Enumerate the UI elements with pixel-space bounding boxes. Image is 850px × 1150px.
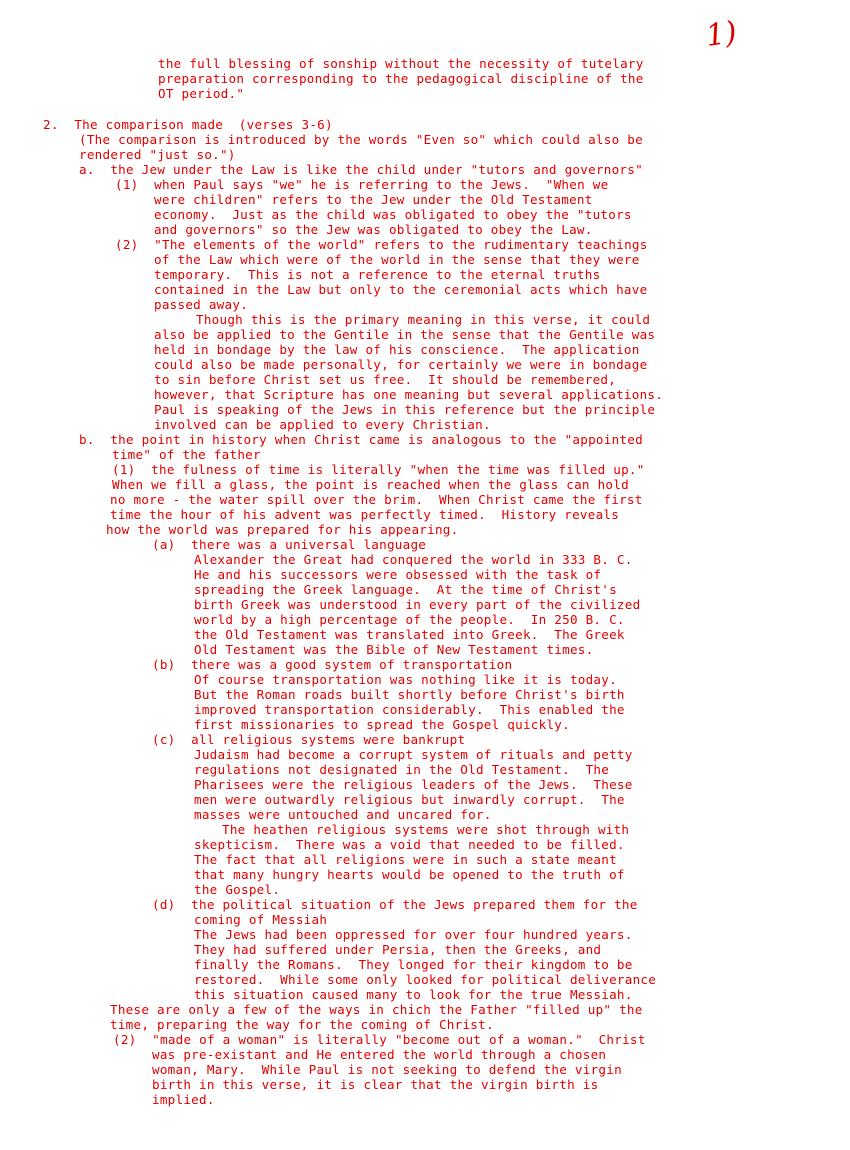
text-line: 2. The comparison made (verses 3-6) — [43, 117, 333, 132]
text-line: (a) there was a universal language — [152, 537, 427, 552]
text-line: Old Testament was the Bible of New Testament times. — [194, 642, 594, 657]
text-line: of the Law which were of the world in the sense that they were — [154, 252, 640, 267]
text-line: time, preparing the way for the coming of Christ. — [110, 1017, 494, 1032]
text-line: skepticism. There was a void that needed to be filled. — [194, 837, 625, 852]
text-line: (1) the fulness of time is literally "when the time was filled up." — [112, 462, 645, 477]
text-line: These are only a few of the ways in chich the Father "filled up" the — [110, 1002, 643, 1017]
text-line: finally the Romans. They longed for their kingdom to be — [194, 957, 633, 972]
text-line: a. the Jew under the Law is like the child under "tutors and governors" — [79, 162, 643, 177]
text-line: improved transportation considerably. This enabled the — [194, 702, 625, 717]
text-line: this situation caused many to look for the true Messiah. — [194, 987, 633, 1002]
text-line: b. the point in history when Christ came is analogous to the "appointed — [79, 432, 643, 447]
text-line: preparation corresponding to the pedagogical discipline of the — [158, 71, 644, 86]
text-line: that many hungry hearts would be opened to the truth of — [194, 867, 625, 882]
text-line: the full blessing of sonship without the necessity of tutelary — [158, 56, 644, 71]
text-line: woman, Mary. While Paul is not seeking to defend the virgin — [152, 1062, 622, 1077]
text-line: regulations not designated in the Old Testament. The — [194, 762, 610, 777]
text-line: passed away. — [154, 297, 248, 312]
text-line: the Old Testament was translated into Greek. The Greek — [194, 627, 625, 642]
text-line: the Gospel. — [194, 882, 281, 897]
text-line: They had suffered under Persia, then the Greeks, and — [194, 942, 602, 957]
text-line: But the Roman roads built shortly before Christ's birth — [194, 687, 625, 702]
text-line: to sin before Christ set us free. It should be remembered, — [154, 372, 617, 387]
text-line: implied. — [152, 1092, 215, 1107]
text-line: When we fill a glass, the point is reached when the glass can hold — [112, 477, 629, 492]
text-line: OT period." — [158, 86, 245, 101]
text-line: Judaism had become a corrupt system of rituals and petty — [194, 747, 633, 762]
text-line: temporary. This is not a reference to the eternal truths — [154, 267, 601, 282]
text-line: time the hour of his advent was perfectly timed. History reveals — [110, 507, 620, 522]
text-line: how the world was prepared for his appearing. — [106, 522, 459, 537]
text-line: no more - the water spill over the brim. When Christ came the first — [110, 492, 643, 507]
text-line: rendered "just so.") — [79, 147, 236, 162]
text-line: He and his successors were obsessed with the task of — [194, 567, 602, 582]
text-line: also be applied to the Gentile in the sense that the Gentile was — [154, 327, 656, 342]
text-line: and governors" so the Jew was obligated to obey the Law. — [154, 222, 593, 237]
text-line: (c) all religious systems were bankrupt — [152, 732, 466, 747]
text-line: The Jews had been oppressed for over four hundred years. — [194, 927, 633, 942]
text-line: Of course transportation was nothing like it is today. — [194, 672, 617, 687]
text-line: birth Greek was understood in every part of the civilized — [194, 597, 641, 612]
text-line: contained in the Law but only to the ceremonial acts which have — [154, 282, 648, 297]
text-line: Paul is speaking of the Jews in this reference but the principle — [154, 402, 656, 417]
text-line: Though this is the primary meaning in this verse, it could — [196, 312, 651, 327]
text-line: time" of the father — [112, 447, 261, 462]
page-number-mark: 1) — [703, 15, 740, 54]
text-line: however, that Scripture has one meaning but several applications. — [154, 387, 664, 402]
text-line: (The comparison is introduced by the words "Even so" which could also be — [79, 132, 643, 147]
text-line: (2) "made of a woman" is literally "become out of a woman." Christ — [113, 1032, 646, 1047]
text-line: (2) "The elements of the world" refers to the rudimentary teachings — [115, 237, 648, 252]
text-line: could also be made personally, for certainly we were in bondage — [154, 357, 648, 372]
text-line: coming of Messiah — [194, 912, 328, 927]
text-line: (b) there was a good system of transportation — [152, 657, 513, 672]
text-line: (1) when Paul says "we" he is referring to the Jews. "When we — [115, 177, 609, 192]
text-line: spreading the Greek language. At the time of Christ's — [194, 582, 617, 597]
text-line: men were outwardly religious but inwardly corrupt. The — [194, 792, 625, 807]
text-line: was pre-existant and He entered the world through a chosen — [152, 1047, 607, 1062]
text-line: Alexander the Great had conquered the world in 333 B. C. — [194, 552, 633, 567]
text-line: economy. Just as the child was obligated to obey the "tutors — [154, 207, 632, 222]
text-line: were children" refers to the Jew under the Old Testament — [154, 192, 593, 207]
text-line: world by a high percentage of the people. In 250 B. C. — [194, 612, 625, 627]
text-line: involved can be applied to every Christian. — [154, 417, 491, 432]
text-line: held in bondage by the law of his conscience. The application — [154, 342, 640, 357]
text-line: restored. While some only looked for political deliverance — [194, 972, 657, 987]
text-line: birth in this verse, it is clear that the virgin birth is — [152, 1077, 599, 1092]
text-line: first missionaries to spread the Gospel quickly. — [194, 717, 570, 732]
text-line: Pharisees were the religious leaders of the Jews. These — [194, 777, 633, 792]
text-line: masses were untouched and uncared for. — [194, 807, 492, 822]
text-line: The fact that all religions were in such a state meant — [194, 852, 617, 867]
text-line: The heathen religious systems were shot through with — [222, 822, 630, 837]
text-line: (d) the political situation of the Jews prepared them for the — [152, 897, 638, 912]
